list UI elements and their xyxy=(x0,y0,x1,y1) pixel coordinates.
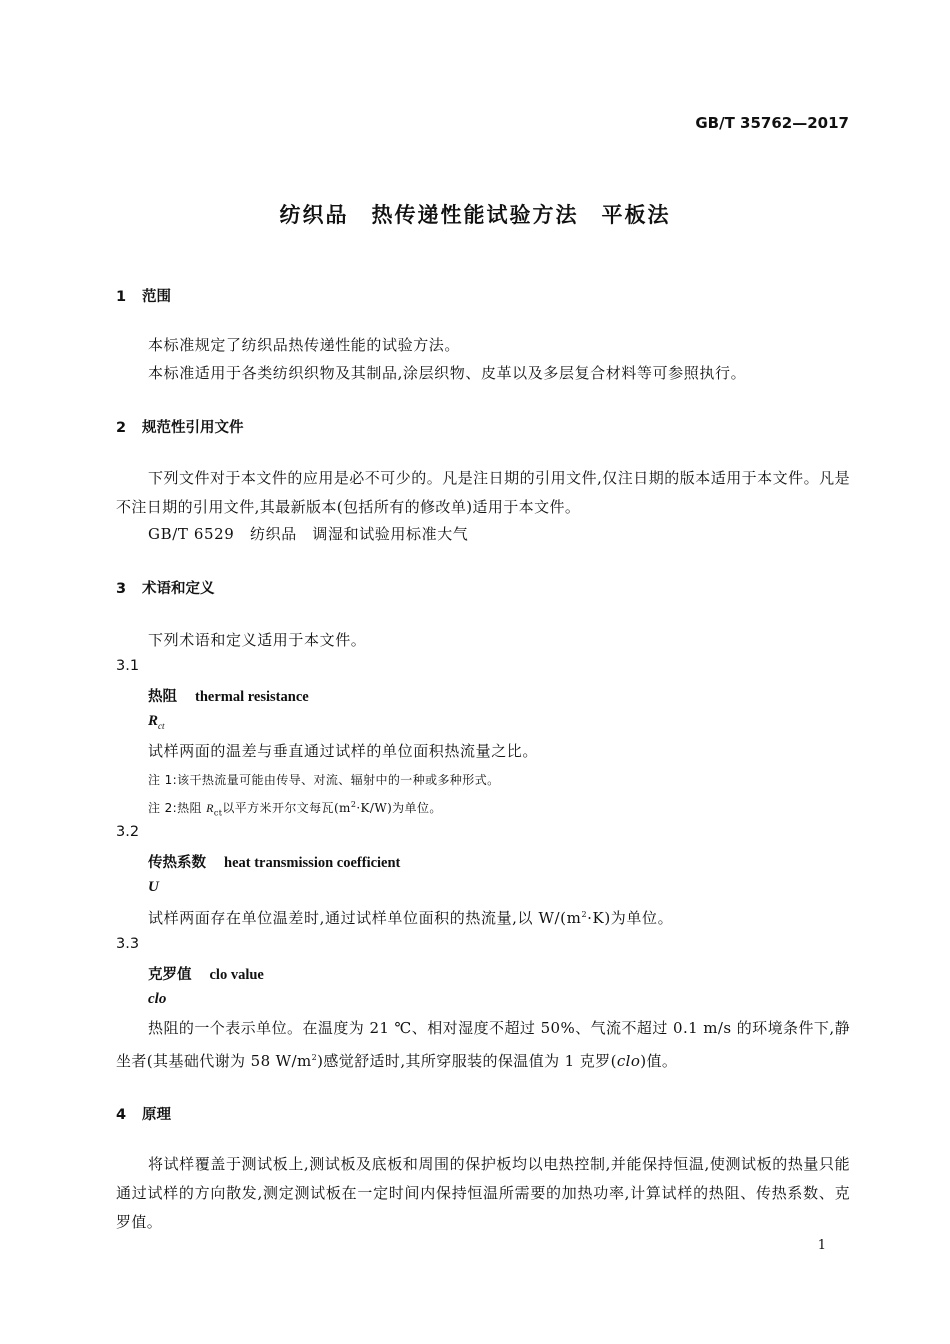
note-text: 以平方米开尔文每瓦(m xyxy=(222,801,351,815)
note-label: 注 2: xyxy=(148,801,178,815)
definition-text: ·K)为单位。 xyxy=(587,909,674,927)
reference-item: GB/T 6529 纺织品 调湿和试验用标准大气 xyxy=(148,525,469,543)
term-number: 3.1 xyxy=(116,658,140,674)
terms-intro: 下列术语和定义适用于本文件。 xyxy=(148,631,367,649)
section-3-heading xyxy=(116,577,215,598)
term-symbol: clo xyxy=(148,991,167,1007)
note-symbol: R xyxy=(206,801,214,815)
principle-paragraph: 将试样覆盖于测试板上,测试板及底板和周围的保护板均以电热控制,并能保持恒温,使测试板的热量只能通过试样的方向散发,测定测试板在一定时间内保持恒温所需要的加热功率,计算试样的热阻、传热系数、克罗值。 xyxy=(116,1155,850,1231)
normative-references-paragraph: 下列文件对于本文件的应用是必不可少的。凡是注日期的引用文件,仅注日期的版本适用于本文件。凡是不注日期的引用文件,其最新版本(包括所有的修改单)适用于本文件。 xyxy=(116,469,850,516)
note-text: 该干热流量可能由传导、对流、辐射中的一种或多种形式。 xyxy=(177,773,500,787)
section-title: 原理 xyxy=(142,1107,171,1123)
term-heading xyxy=(148,963,264,984)
term-definition xyxy=(116,1014,850,1076)
term-symbol xyxy=(148,713,165,731)
term-heading xyxy=(148,851,400,872)
section-title: 规范性引用文件 xyxy=(142,420,244,436)
section-title: 术语和定义 xyxy=(142,581,215,597)
italic-symbol: clo xyxy=(616,1052,641,1070)
term-chinese: 克罗值 xyxy=(148,967,192,983)
symbol-letter: R xyxy=(148,713,159,729)
term-definition xyxy=(148,907,673,928)
definition-text: 热阻的一个表示单位。在温度为 21 ℃、相对湿度不超过 50%、气流不超过 0.1 m/s 的环境条件下,静坐者(其基础代谢为 58 W/m xyxy=(116,1019,850,1070)
term-english: thermal resistance xyxy=(195,689,309,705)
section-4-heading xyxy=(116,1103,171,1124)
term-heading xyxy=(148,685,309,706)
symbol-subscript: ct xyxy=(158,721,165,731)
term-symbol: U xyxy=(148,879,159,895)
note-superscript: 2 xyxy=(350,800,357,809)
term-number: 3.3 xyxy=(116,936,140,952)
term-chinese: 热阻 xyxy=(148,689,177,705)
term-definition: 试样两面的温差与垂直通过试样的单位面积热流量之比。 xyxy=(148,742,539,760)
definition-text: 试样两面存在单位温差时,通过试样单位面积的热流量,以 W/(m xyxy=(148,909,582,927)
section-1-heading xyxy=(116,285,171,306)
note-label: 注 1: xyxy=(148,773,178,787)
definition-text: )感觉舒适时,其所穿服装的保温值为 1 克罗( xyxy=(317,1052,617,1070)
note-symbol-subscript: ct xyxy=(213,808,223,818)
standard-code: GB/T 35762—2017 xyxy=(695,114,849,132)
term-number: 3.2 xyxy=(116,824,140,840)
section-number: 2 xyxy=(116,420,127,436)
note-2 xyxy=(148,799,442,817)
scope-paragraph-2: 本标准适用于各类纺织织物及其制品,涂层织物、皮革以及多层复合材料等可参照执行。 xyxy=(148,364,747,382)
term-english: clo value xyxy=(209,967,264,983)
note-text: 热阻 xyxy=(177,801,207,815)
section-2-heading xyxy=(116,416,244,437)
superscript: 2 xyxy=(581,910,588,919)
section-number: 3 xyxy=(116,581,127,597)
section-number: 1 xyxy=(116,289,127,305)
section-title: 范围 xyxy=(142,289,171,305)
definition-text: )值。 xyxy=(640,1052,678,1070)
note-1 xyxy=(148,771,500,788)
term-english: heat transmission coefficient xyxy=(224,855,401,871)
scope-paragraph-1: 本标准规定了纺织品热传递性能的试验方法。 xyxy=(148,336,461,354)
term-chinese: 传热系数 xyxy=(148,855,206,871)
superscript: 2 xyxy=(311,1053,318,1062)
document-title: 纺织品 热传递性能试验方法 平板法 xyxy=(279,203,671,227)
page-number: 1 xyxy=(817,1238,826,1253)
note-text: ·K/W)为单位。 xyxy=(356,801,442,815)
section-number: 4 xyxy=(116,1107,127,1123)
